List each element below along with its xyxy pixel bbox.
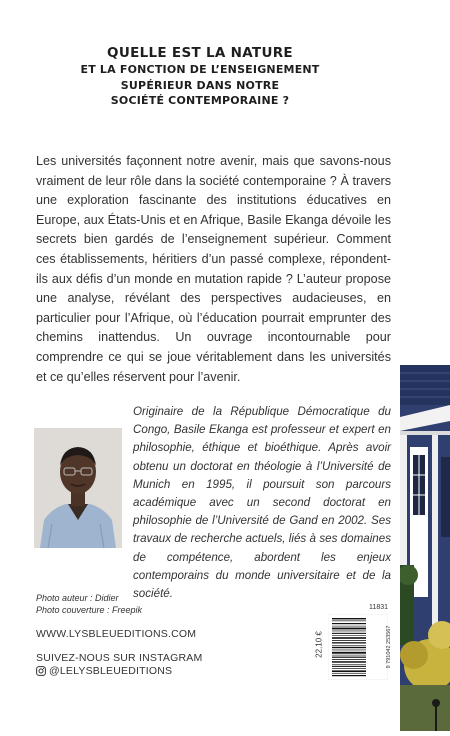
photo-credits [36, 593, 142, 616]
instagram-handle-row[interactable] [36, 665, 172, 677]
barcode-bars [328, 614, 388, 680]
barcode-block [314, 604, 396, 680]
author-photo-credit: Photo auteur : Didier [36, 593, 119, 603]
barcode [328, 614, 388, 680]
title-main-line: QUELLE EST LA NATURE [107, 45, 293, 61]
author-portrait-illustration [34, 428, 122, 548]
university-building-illustration [400, 365, 450, 731]
reference-number: 11831 [369, 604, 388, 611]
cover-photo-credit: Photo couverture : Freepik [36, 604, 143, 615]
title-line-3: SOCIÉTÉ CONTEMPORAINE ? [110, 94, 290, 107]
publisher-website[interactable]: WWW.LYSBLEUEDITIONS.COM [36, 628, 197, 640]
cover-building-photo [400, 365, 450, 731]
instagram-follow-text: SUIVEZ-NOUS SUR INSTAGRAM [36, 652, 203, 664]
title-line-2: SUPÉRIEUR DANS NOTRE [120, 78, 280, 92]
book-title [40, 44, 360, 109]
price-label: 22,10 € [314, 631, 324, 658]
title-line-1: ET LA FONCTION DE L’ENSEIGNEMENT [80, 63, 320, 76]
instagram-handle: @LELYSBLEUEDITIONS [49, 665, 173, 677]
isbn-number: 9 791042 253567 [386, 625, 392, 669]
author-biography: Originaire de la République Démocratique du Congo, Basile Ekanga est professeur et expert en philosophie, éthique et bioéthique. Après avoir obtenu un doctorat en théologie à l’Université de Munich en 1995, il poursuit son parcours académique avec un second doctorat en philosophie de l’Université de Gand en 2002. Ses travaux de recherche actuels, liés à ses domaines de compétence, abordent les enjeux contemporains du monde universitaire et de la société. [133, 405, 391, 601]
book-summary: Les universités façonnent notre avenir, mais que savons-nous vraiment de leur rôle dans la société contemporaine ? À travers une exploration fascinante des institutions éducatives en Europe, aux États-Unis et en Afrique, Basile Ekanga dévoile les secrets bien gardés de l’enseignement supérieur. Comment ces établissements, héritiers d’un passé complexe, répondent-ils aux défis d’un monde en mutation rapide ? L’auteur propose une analyse, révélant des perspectives audacieuses, en particulier pour l’Afrique, où l’éducation pourrait emprunter des chemins inattendus. Un ouvrage incontournable pour comprendre ce qui se joue véritablement dans les universités et ce qu’elles réservent pour l’avenir. [36, 154, 391, 384]
author-photo [34, 428, 122, 548]
instagram-icon [36, 666, 46, 676]
